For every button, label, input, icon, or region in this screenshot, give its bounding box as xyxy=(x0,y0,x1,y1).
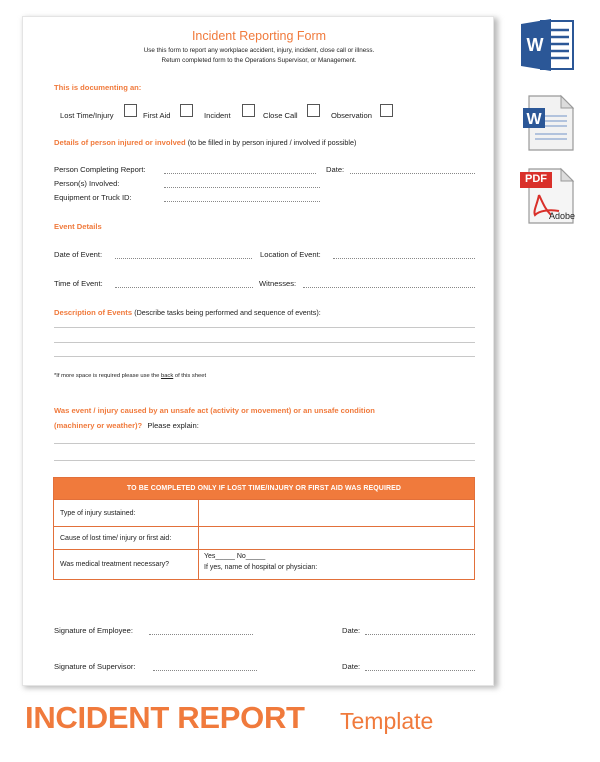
footer-subtitle: Template xyxy=(340,708,434,734)
unsafe-question xyxy=(54,421,199,430)
report-date-field[interactable] xyxy=(350,173,475,174)
unsafe-question-line-2: (machinery or weather)? xyxy=(54,421,143,430)
option-observation-label: Observation xyxy=(331,111,372,120)
persons-involved-field[interactable] xyxy=(164,187,320,188)
please-explain-label: Please explain: xyxy=(147,421,199,430)
time-label: Time of Event: xyxy=(54,279,103,288)
svg-text:W: W xyxy=(526,35,544,55)
details-heading xyxy=(54,138,356,147)
hospital-label: If yes, name of hospital or physician: xyxy=(204,564,318,571)
description-line-2[interactable] xyxy=(54,342,475,343)
pdf-label: PDF xyxy=(525,173,547,185)
option-observation-checkbox[interactable] xyxy=(380,104,393,117)
sig-supervisor-date-field[interactable] xyxy=(365,670,475,671)
yes-no-options[interactable]: Yes_____ No_____ xyxy=(204,553,266,560)
intro-line-1: Use this form to report any workplace accident, injury, incident, close call or illness. xyxy=(143,47,375,54)
footer-title: INCIDENT REPORT xyxy=(25,700,305,735)
option-close-call-label: Close Call xyxy=(263,111,298,120)
option-lost-time-label: Lost Time/Injury xyxy=(60,111,114,120)
explain-line-1[interactable] xyxy=(54,443,475,444)
svg-text:W: W xyxy=(526,111,542,128)
more-space-note-end: of this sheet xyxy=(173,373,207,379)
equipment-label: Equipment or Truck ID: xyxy=(54,193,132,202)
sig-employee-label: Signature of Employee: xyxy=(54,626,133,635)
type-injury-field[interactable] xyxy=(199,500,474,526)
explain-line-2[interactable] xyxy=(54,460,475,461)
table-row xyxy=(54,526,474,549)
description-heading xyxy=(54,308,321,317)
form-sheet xyxy=(22,16,494,686)
table-row xyxy=(54,549,474,579)
description-note: (Describe tasks being performed and sequence of events): xyxy=(134,308,321,317)
option-first-aid-checkbox[interactable] xyxy=(180,104,193,117)
option-incident-label: Incident xyxy=(204,111,231,120)
word-icon[interactable] xyxy=(519,18,575,72)
time-field[interactable] xyxy=(115,287,253,288)
pdf-adobe-icon[interactable] xyxy=(519,167,577,225)
unsafe-question-line-1: Was event / injury caused by an unsafe act (activity or movement) or an unsafe condition xyxy=(54,406,375,415)
more-space-note-back: back xyxy=(160,373,174,379)
witnesses-label: Witnesses: xyxy=(259,279,297,288)
option-lost-time-checkbox[interactable] xyxy=(124,104,137,117)
option-first-aid-label: First Aid xyxy=(143,111,171,120)
report-date-label: Date: xyxy=(326,165,345,174)
medical-label: Was medical treatment necessary? xyxy=(54,550,199,579)
more-space-note xyxy=(54,373,206,379)
event-heading: Event Details xyxy=(54,222,102,231)
table-row xyxy=(54,499,474,526)
word-document-icon[interactable] xyxy=(521,94,577,152)
adobe-label: Adobe xyxy=(549,211,576,221)
cause-field[interactable] xyxy=(199,527,474,549)
person-completing-field[interactable] xyxy=(164,173,316,174)
option-close-call-checkbox[interactable] xyxy=(307,104,320,117)
persons-involved-label: Person(s) Involved: xyxy=(54,179,120,188)
location-field[interactable] xyxy=(333,258,475,259)
sig-supervisor-date-label: Date: xyxy=(342,662,361,671)
sig-employee-field[interactable] xyxy=(149,634,253,635)
sig-supervisor-label: Signature of Supervisor: xyxy=(54,662,136,671)
description-line-1[interactable] xyxy=(54,327,475,328)
medical-field[interactable] xyxy=(199,550,474,579)
description-line-3[interactable] xyxy=(54,356,475,357)
documenting-heading: This is documenting an: xyxy=(54,83,142,92)
details-heading-text: Details of person injured or involved xyxy=(54,138,186,147)
form-title: Incident Reporting Form xyxy=(191,29,327,43)
sig-employee-date-label: Date: xyxy=(342,626,361,635)
type-injury-label: Type of injury sustained: xyxy=(54,500,199,526)
sig-supervisor-field[interactable] xyxy=(153,670,257,671)
person-completing-label: Person Completing Report: xyxy=(54,165,146,174)
more-space-note-start: *If more space is required please use the xyxy=(54,373,161,379)
intro-line-2: Return completed form to the Operations Supervisor, or Management. xyxy=(161,57,357,64)
table-heading: TO BE COMPLETED ONLY IF LOST TIME/INJURY OR FIRST AID WAS REQUIRED xyxy=(54,478,474,499)
witnesses-field[interactable] xyxy=(303,287,475,288)
cause-label: Cause of lost time/ injury or first aid: xyxy=(54,527,199,549)
location-label: Location of Event: xyxy=(260,250,321,259)
description-heading-text: Description of Events xyxy=(54,308,133,317)
option-incident-checkbox[interactable] xyxy=(242,104,255,117)
details-note: (to be filled in by person injured / involved if possible) xyxy=(187,138,357,147)
sig-employee-date-field[interactable] xyxy=(365,634,475,635)
injury-table xyxy=(53,477,475,580)
equipment-field[interactable] xyxy=(164,201,320,202)
date-of-event-field[interactable] xyxy=(115,258,252,259)
date-of-event-label: Date of Event: xyxy=(54,250,103,259)
